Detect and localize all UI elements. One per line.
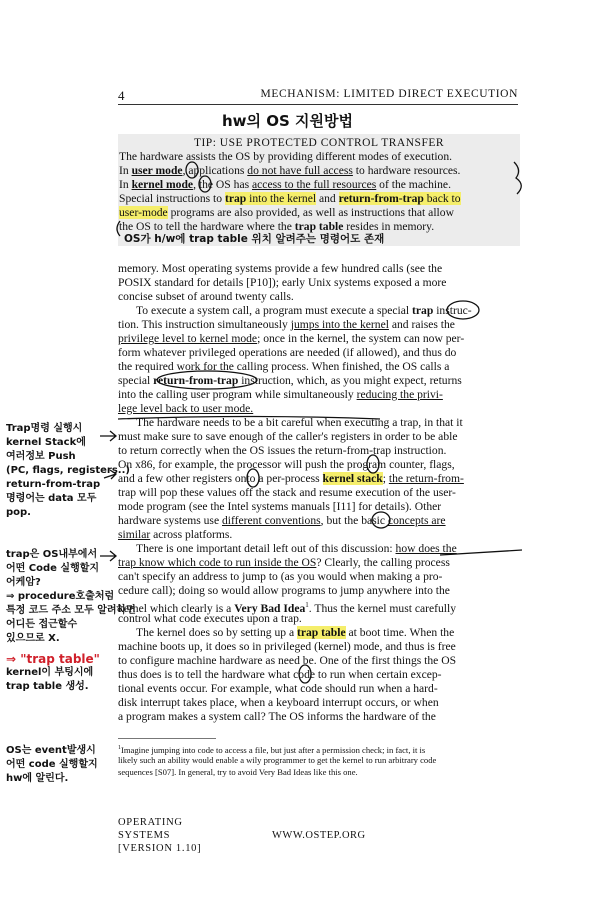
body-line: into the calling user program while simultaneously reducing the privi- [118,388,443,401]
margin-note-kernel-stack: Trap명령 실행시 kernel Stack에 여러정보 Push (PC, flags, registers..) return-from-trap 명령어는 data 모두 pop. [6,423,130,518]
body-line: tional events occur. For example, what code should run when a hard- [118,682,438,695]
body-line: hardware systems use different conventions, but the basic concepts are [118,514,446,527]
footer-book-title: OPERATING [118,817,183,828]
body-line: similar across platforms. [118,528,233,541]
tip-line: the OS to tell the hardware where the trap table resides in memory. [119,220,435,233]
footnote-line: likely such an ability would enable a wily programmer to get the kernel to run arbitrary code [118,755,437,765]
body-line: to configure machine hardware as need be. One of the first things the OS [118,654,457,667]
running-header: MECHANISM: LIMITED DIRECT EXECUTION [260,88,518,100]
margin-note-event: OS는 event발생시 어떤 code 실행할지 hw에 알린다. [6,745,98,784]
body-line: a program makes a system call? The OS informs the hardware of the [118,710,436,723]
body-line: POSIX standard for details [P10]); early Unix systems exposed a more [118,276,447,289]
body-line: kernel which clearly is a Very Bad Idea$^1$. Thus the kernel must carefully [118,601,457,615]
body-line: The hardware needs to be a bit careful when executing a trap, in that it [136,416,463,429]
footnote-rule [118,738,216,739]
body-line: On x86, for example, the processor will push the program counter, flags, [118,458,455,471]
footer-url: WWW.OSTEP.ORG [272,830,366,841]
tip-title: TIP: USE PROTECTED CONTROL TRANSFER [193,137,445,149]
footnote-line: sequences [S07]. In general, try to avoid Very Bad Ideas like this one. [118,767,358,777]
handwritten-title: hw의 OS 지원방법 [222,112,353,130]
body-line: can't specify an address to jump to (as you would when making a pro- [118,570,443,583]
handwritten-tip-note: OS가 h/w에 trap table 위치 알려주는 명령어도 존재 [124,233,385,245]
footnote-line: $^1$Imagine jumping into code to access a file, but just after a permission check; in fact, it is [118,744,426,755]
body-line: to return correctly when the OS issues the return-from-trap instruction. [118,444,447,457]
body-line: trap know which code to run inside the OS? Clearly, the calling process [118,556,450,569]
body-line: There is one important detail left out of this discussion: how does the [136,542,457,555]
body-line: disk interrupt takes place, when a keyboard interrupt occurs, or when [118,696,439,709]
body-line: concise subset of around twenty calls. [118,290,294,303]
page-number: 4 [118,88,125,103]
body-line: lege level back to user mode. [118,402,254,415]
body-line: mode program (see the Intel systems manuals [I11] for details). Other [118,500,442,513]
body-line: privilege level to kernel mode; once in the kernel, the system can now per- [118,332,465,345]
tip-line: Special instructions to trap into the kernel and return-from-trap back to [119,192,461,205]
tip-line: In kernel mode, the OS has access to the full resources of the machine. [119,178,451,191]
body-line: cedure call); doing so would allow programs to jump anywhere into the [118,584,450,597]
margin-note-trap-table: ⇒ "trap table" kernel이 부팅시에 trap table 생성. [6,652,100,692]
footer-book-title-2: SYSTEMS [118,830,171,841]
body-line: special return-from-trap instruction, which, as you might expect, returns [118,374,462,387]
header-rule [118,104,518,105]
margin-note-trap-question: trap은 OS내부에서 어떤 Code 실행할지 어케암? ⇒ procedure호출처럼 특정 코드 주소 모두 알려하면 어디든 접근할수 있으므로 X. [6,549,136,644]
body-line: machine boots up, it does so in privileged (kernel) mode, and thus is free [118,640,456,653]
body-line: the required work for the calling process. When finished, the OS calls a [118,360,450,373]
body-line: control what code executes upon a trap. [118,612,302,625]
body-line: memory. Most operating systems provide a few hundred calls (see the [118,262,443,275]
footer-version: [VERSION 1.10] [118,843,202,854]
tip-line: In user mode, applications do not have full access to hardware resources. [119,164,461,177]
body-line: The kernel does so by setting up a trap table at boot time. When the [136,626,455,639]
tip-line: user-mode programs are also provided, as well as instructions that allow [119,206,454,219]
body-line: tion. This instruction simultaneously jumps into the kernel and raises the [118,318,455,331]
body-line: and a few other registers onto a per-process kernel stack; the return-from- [118,472,464,485]
body-line: To execute a system call, a program must execute a special trap instruc- [136,304,472,317]
tip-line: The hardware assists the OS by providing different modes of execution. [119,150,453,163]
body-line: thus does is to tell the hardware what code to run when certain excep- [118,668,442,681]
body-line: must make sure to save enough of the caller's registers in order to be able [118,430,458,443]
body-line: trap will pop these values off the stack and resume execution of the user- [118,486,456,499]
body-line: form whatever privileged operations are needed (if allowed), and thus do [118,346,457,359]
